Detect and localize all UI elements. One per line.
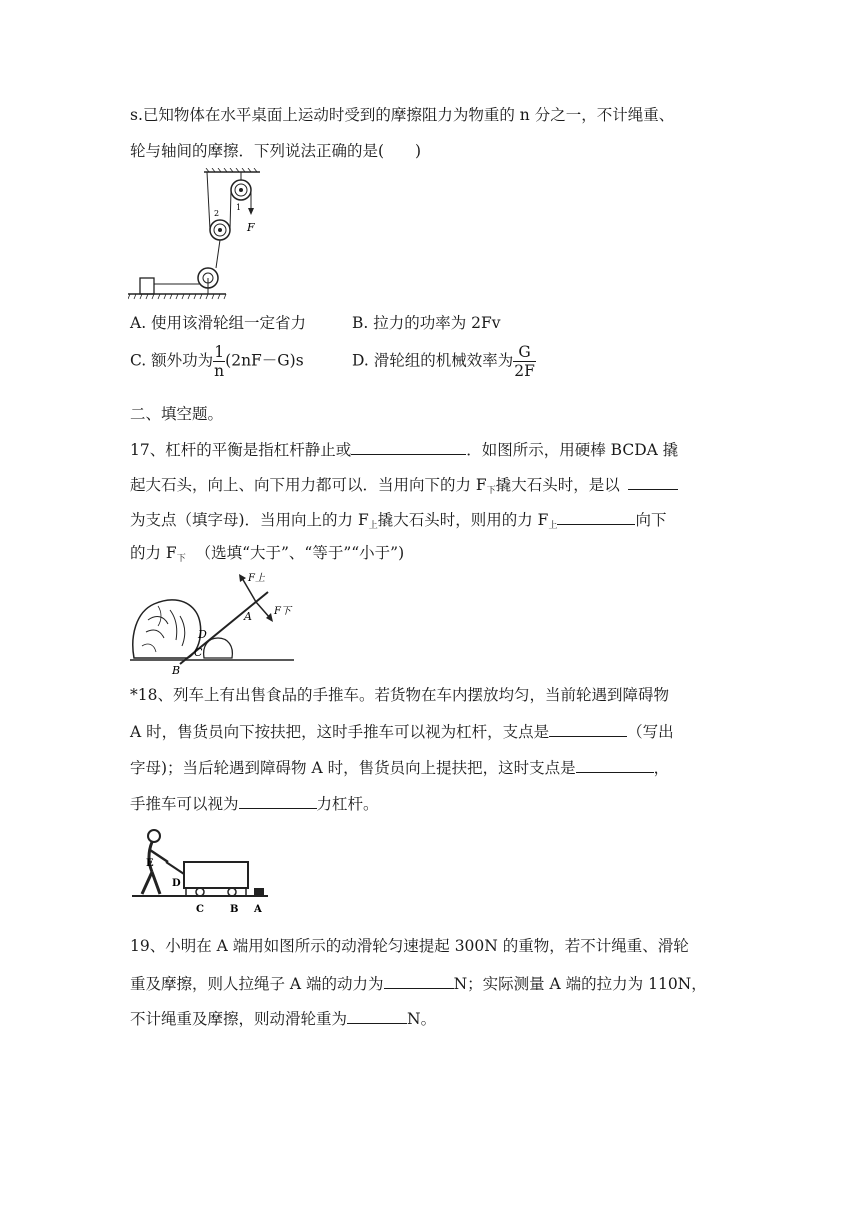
label-e: E <box>146 858 154 869</box>
fraction-g-over-2f: $\frac{G}{2F}$ <box>514 343 535 380</box>
q18-line-3: 字母)；当后轮遇到障碍物 A 时，售货员向上提扶把，这时支点是 ， <box>130 756 669 778</box>
q18-blank-2[interactable] <box>576 756 654 773</box>
label-f-down: F下 <box>274 606 291 617</box>
q16-line-1: s.已知物体在水平桌面上运动时受到的摩擦阻力为物重的 n 分之一，不计绳重、 <box>130 106 675 124</box>
q17-blank-2[interactable] <box>628 473 678 490</box>
label-c: C <box>196 904 204 915</box>
q18-blank-3[interactable] <box>239 792 317 809</box>
label-b: B <box>172 664 181 676</box>
label-d: D <box>198 628 207 641</box>
option-d[interactable]: D. 滑轮组的机械效率为 $\frac{G}{2F}$ <box>352 343 535 380</box>
q18-line-1: *18、列车上有出售食品的手推车。若货物在车内摆放均匀，当前轮遇到障碍物 <box>130 686 669 704</box>
label-b: B <box>230 904 239 915</box>
q17-line-2: 起大石头，向上、向下用力都可以．当用向下的力 $F_下$撬大石头时，是以 <box>130 473 678 501</box>
fraction-1-over-n: $\frac{1}{n}$ <box>214 343 225 380</box>
q19-blank-1[interactable] <box>384 972 454 989</box>
q19-blank-2[interactable] <box>347 1007 407 1024</box>
option-c[interactable]: C. 额外功为 $\frac{1}{n}$ (2nF－G)s <box>130 343 304 380</box>
q18-line-2: A 时，售货员向下按扶把，这时手推车可以视为杠杆，支点是 （写出 <box>130 720 674 742</box>
pulley-label-2: 2 <box>214 209 220 218</box>
label-a: A <box>244 610 252 623</box>
q17-blank-1[interactable] <box>351 438 466 455</box>
option-a[interactable]: A. 使用该滑轮组一定省力 <box>130 314 307 332</box>
q16-options-ab <box>130 313 501 333</box>
option-b[interactable]: B. 拉力的功率为 2Fv <box>352 314 501 332</box>
q19-line-1: 19、小明在 A 端用如图所示的动滑轮匀速提起 300N 的重物，若不计绳重、滑轮 <box>130 937 689 955</box>
q17-line-1: 17、杠杆的平衡是指杠杆静止或 ．如图所示，用硬棒 BCDA 撬 <box>130 438 678 460</box>
pulley-label-1: 1 <box>236 203 242 212</box>
q17-blank-3[interactable] <box>557 508 635 525</box>
q16-options-cd <box>130 343 536 380</box>
section-title: 二、填空题。 <box>130 405 224 423</box>
q17-line-4: 的力 $F_下$ （选填“大于”、“等于”“小于”) <box>130 544 405 564</box>
label-d: D <box>172 878 181 889</box>
force-label-f: F <box>247 221 255 234</box>
q19-line-2: 重及摩擦，则人拉绳子 A 端的动力为 N；实际测量 A 端的拉力为 110N， <box>130 972 707 994</box>
label-c: C <box>194 646 203 659</box>
q17-line-3: 为支点（填字母)．当用向上的力 $F_上$撬大石头时，则用的力 $F_上$ 向下 <box>130 508 666 536</box>
lever-rock-figure <box>128 566 296 676</box>
pulley-system-figure <box>128 168 278 300</box>
handcart-figure <box>128 826 270 916</box>
q18-line-4: 手推车可以视为 力杠杆。 <box>130 792 379 814</box>
label-f-up: F上 <box>248 573 265 584</box>
q19-line-3: 不计绳重及摩擦，则动滑轮重为 N。 <box>130 1007 436 1029</box>
q18-blank-1[interactable] <box>549 720 627 737</box>
q16-line-2: 轮与轴间的摩擦．下列说法正确的是( ) <box>130 142 422 160</box>
label-a: A <box>254 904 262 915</box>
